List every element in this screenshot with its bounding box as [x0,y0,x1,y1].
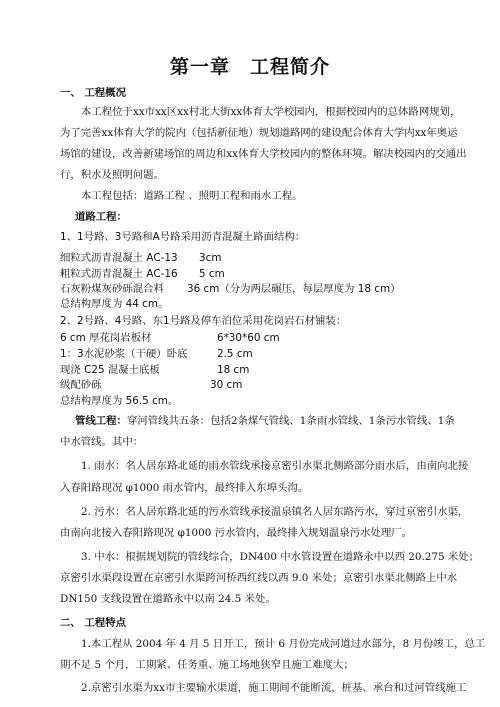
paragraph-line: 2.京密引水渠为xx市主要输水渠道，施工期间不能断流，桩基、承台和过河管线施工 [81,682,467,694]
paragraph-line: 入春阳路现况 φ1000 雨水管内，最终排入东埠头沟。 [60,482,309,494]
layer-name: 1：3水泥砂浆（干硬）卧底 [60,348,188,360]
section-heading-overview: 一、 工程概况 [60,87,126,99]
pipe-paragraph-first-line [75,414,455,428]
layer-name: 6 cm 厚花岗岩板材 [60,332,152,344]
paragraph-line: DN150 支线设置在道路永中以南 24.5 米处。 [60,593,276,605]
layer-name: 级配砂砾 [60,379,102,391]
paragraph-line: 为了完善xx体育大学的院内（包括新征地）规划道路网的建设配合体育大学内xx年奥运 [60,127,458,139]
paragraph-line: 场馆的建设，改善新建场馆的周边和xx体育大学校园内的整体环境。解决校园内的交通出 [60,148,467,160]
paragraph-line: 中水管线。其中： [60,436,144,448]
layer-value: 18 cm [217,364,250,376]
paragraph-line: 期不足 5 个月，工期紧、任务重、施工场地狭窄且施工难度大； [60,659,354,671]
paragraph-line: 由南向北接入春阳路现况 φ1000 污水管内，最终排入规划温泉污水处理厂。 [60,527,413,539]
paragraph-line: 1.本工程从 2004 年 4 月 5 日开工，预计 6 月份完成河道过水部分，8 月份竣工，总工 [81,638,486,650]
layer-value: 6*30*60 cm [217,332,280,344]
paragraph-line: 本工程包括：道路工程 、照明工程和雨水工程。 [81,190,303,202]
paragraph-line: 京密引水渠段设置在京密引水渠跨河桥西红线以西 9.0 米处；京密引水渠北侧路上中水 [60,572,458,584]
chapter-title: 第一章 工程简介 [169,56,330,78]
paragraph-line: 1. 雨水：名人居东路北延的雨水管线承接京密引水渠北侧路部分雨水后，由南向北接 [81,460,469,472]
paragraph-line: 本工程位于xx市xx区xx村北大街xx体育大学校园内，根据校园内的总体路网规划， [81,106,461,118]
pipe-paragraph-text: 穿河管线共五条：包括2条煤气管线、1条雨水管线、1条污水管线、1条 [126,415,455,427]
road-engineering-heading: 道路工程： [75,211,127,223]
paragraph-line: 3. 中水：根据规划院的管线综合，DN400 中水管设置在道路永中以西 20.275 米处； [81,551,480,563]
paragraph-line: 2. 污水：名人居东路北延的污水管线承接温泉镇名人居东路污水，穿过京密引水渠， [81,506,469,518]
layer-value: 2.5 cm [217,348,253,360]
layer-name: 现浇 C25 混凝土底板 [60,364,160,376]
pipe-engineering-heading: 管线工程： [75,415,127,427]
paragraph-line: 行，积水及照明问题。 [60,169,164,181]
section-heading-features: 二、 工程特点 [60,617,126,629]
layer-value: 5 cm [199,268,225,280]
layer-name: 粗粒式沥青混凝土 AC-16 [60,268,178,280]
layer-name: 细粒式沥青混凝土 AC-13 [60,252,178,264]
total-thickness-1: 总结构厚度为 44 cm。 [60,298,169,310]
layer-value: 3cm [199,252,222,264]
layer-value: 36 cm（分为两层碾压，每层厚度为 18 cm） [187,283,401,295]
road-intro-2: 2、2号路、4号路、东1号路及停车泊位采用花岗岩石材铺装： [60,315,347,327]
road-intro-1: 1、1号路、3号路和A号路采用沥青混凝土路面结构： [60,231,306,243]
total-thickness-2: 总结构厚度为 56.5 cm。 [60,395,179,407]
layer-name: 石灰粉煤灰砂砾混合料 [60,283,164,295]
layer-value: 30 cm [210,379,243,391]
